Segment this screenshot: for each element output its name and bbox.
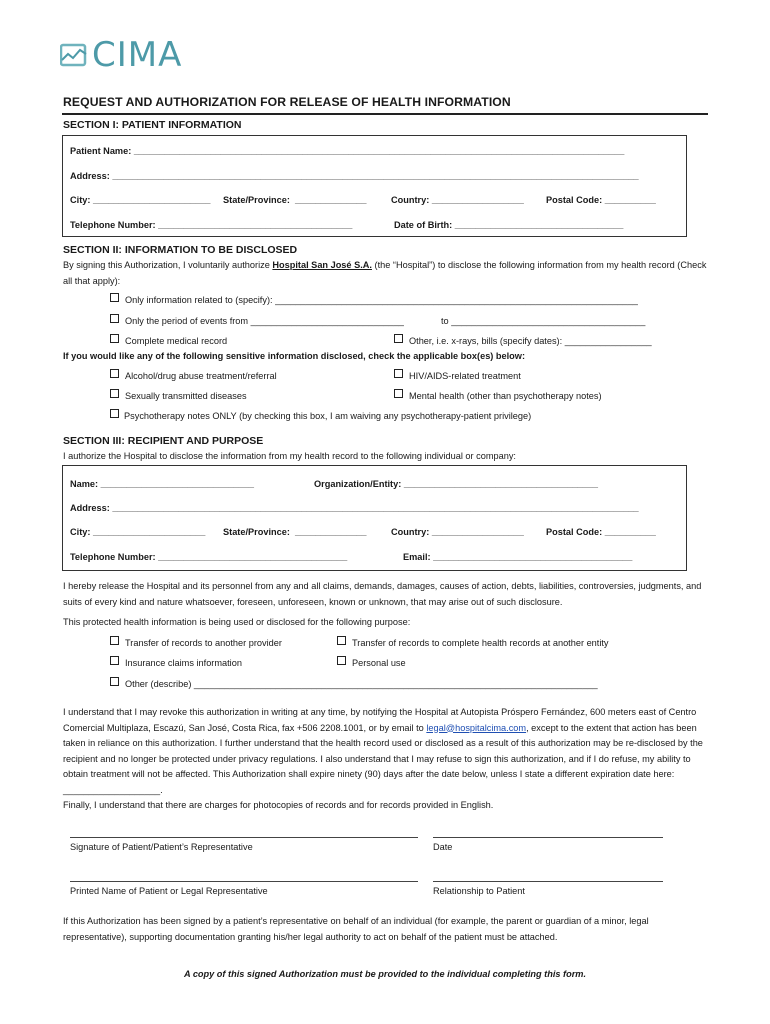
- logo-text: CIMA: [92, 35, 183, 75]
- section-3-heading: SECTION III: RECIPIENT AND PURPOSE: [63, 435, 264, 447]
- option-complete-record: Complete medical record: [125, 336, 228, 346]
- option-insurance: Insurance claims information: [125, 658, 242, 668]
- date-label: Date: [433, 842, 453, 852]
- recipient-address-field[interactable]: Address: _______________________________________________________________________________________________________: [70, 503, 639, 513]
- checkbox-complete-record[interactable]: [110, 334, 119, 343]
- checkbox-period[interactable]: [110, 314, 119, 323]
- revocation-statement: I understand that I may revoke this authorization in writing at any time, by notifying the Hospital at Autopista Próspero Fernández, 600 meters east of Centro Comercial Multiplaza, Escazú, San José, Costa Rica, fax +506 2208.1001, or by email to legal@hospitalcima.com, except to the extent that action has been taken in reliance on this authorization. I further understand that the health record used or disclosed as a result of this authorization may be re-disclosed by the recipient and no longer be protected under privacy regulations. I also understand that I may refuse to sign this authorization, and if I do refuse, my ability to obtain treatment will not be affected. This Authorization shall expire ninety (90) days after the date below, unless I state a different expiration date here: ___________________.: [63, 707, 703, 795]
- signature-line[interactable]: [70, 837, 418, 838]
- patient-city-field[interactable]: City: _______________________: [70, 195, 211, 205]
- patient-telephone-field[interactable]: Telephone Number: ______________________________________: [70, 220, 353, 230]
- representative-note: If this Authorization has been signed by a patient’s representative on behalf of an individual (for example, the parent or guardian of a minor, legal representative), supporting documentation granting his/her legal authority to act on behalf of the patient must be attached.: [63, 916, 649, 942]
- recipient-email-field[interactable]: Email: _______________________________________: [403, 552, 633, 562]
- release-statement: I hereby release the Hospital and its personnel from any and all claims, demands, damages, causes of action, debts, liabilities, controversies, judgments, and suits of every kind and nature whatsoever, foreseen, unforeseen, known or unknown, that may arise out of such disclosure.: [63, 581, 702, 607]
- recipient-state-field[interactable]: State/Province: ______________: [223, 527, 367, 537]
- signature-label: Signature of Patient/Patient’s Representative: [70, 842, 253, 852]
- option-psychotherapy: Psychotherapy notes ONLY (by checking this box, I am waiving any psychotherapy-patient privilege): [124, 411, 532, 421]
- document-title: REQUEST AND AUTHORIZATION FOR RELEASE OF HEALTH INFORMATION: [63, 95, 511, 109]
- recipient-city-field[interactable]: City: ______________________: [70, 527, 206, 537]
- section-2-intro: By signing this Authorization, I voluntarily authorize Hospital San José S.A. (the “Hospital”) to disclose the following information from my health record (Check all that apply):: [63, 260, 707, 286]
- checkbox-transfer-provider[interactable]: [110, 636, 119, 645]
- patient-country-field[interactable]: Country: __________________: [391, 195, 524, 205]
- cima-logo: [60, 35, 183, 75]
- footer-note: A copy of this signed Authorization must be provided to the individual completing this form.: [183, 969, 587, 979]
- recipient-country-field[interactable]: Country: __________________: [391, 527, 524, 537]
- checkbox-insurance[interactable]: [110, 656, 119, 665]
- option-hiv: HIV/AIDS-related treatment: [409, 371, 521, 381]
- option-period: Only the period of events from ______________________________: [125, 316, 404, 326]
- checkbox-other-records[interactable]: [394, 334, 403, 343]
- patient-dob-field[interactable]: Date of Birth: _________________________________: [394, 220, 624, 230]
- date-line[interactable]: [433, 837, 663, 838]
- checkbox-psychotherapy[interactable]: [110, 409, 119, 418]
- logo-mark-icon: [60, 42, 88, 68]
- option-alcohol: Alcohol/drug abuse treatment/referral: [125, 371, 277, 381]
- section-3-intro: I authorize the Hospital to disclose the information from my health record to the following individual or company:: [63, 451, 516, 461]
- recipient-name-field[interactable]: Name: ______________________________: [70, 479, 254, 489]
- printed-name-line[interactable]: [70, 881, 418, 882]
- recipient-postal-field[interactable]: Postal Code: __________: [546, 527, 656, 537]
- option-personal-use: Personal use: [352, 658, 406, 668]
- option-transfer-provider: Transfer of records to another provider: [125, 638, 282, 648]
- option-specify: Only information related to (specify): _______________________________________________________________________: [125, 295, 638, 305]
- option-std: Sexually transmitted diseases: [125, 391, 247, 401]
- sensitive-info-instruction: If you would like any of the following sensitive information disclosed, check the applicable box(es) below:: [63, 351, 526, 361]
- option-period-to: to ______________________________________: [441, 316, 646, 326]
- checkbox-mental-health[interactable]: [394, 389, 403, 398]
- relationship-label: Relationship to Patient: [433, 886, 525, 896]
- checkbox-other-purpose[interactable]: [110, 677, 119, 686]
- patient-address-field[interactable]: Address: _______________________________________________________________________________________________________: [70, 171, 639, 181]
- section-2-heading: SECTION II: INFORMATION TO BE DISCLOSED: [63, 244, 298, 256]
- checkbox-hiv[interactable]: [394, 369, 403, 378]
- checkbox-personal-use[interactable]: [337, 656, 346, 665]
- option-transfer-complete: Transfer of records to complete health records at another entity: [352, 638, 609, 648]
- patient-name-field[interactable]: Patient Name: ________________________________________________________________________________________________: [70, 146, 625, 156]
- patient-postal-field[interactable]: Postal Code: __________: [546, 195, 656, 205]
- option-other-records: Other, i.e. x-rays, bills (specify dates): _________________: [409, 336, 652, 346]
- legal-email-link[interactable]: legal@hospitalcima.com: [426, 722, 527, 733]
- recipient-organization-field[interactable]: Organization/Entity: ______________________________________: [314, 479, 599, 489]
- option-mental-health: Mental health (other than psychotherapy notes): [409, 391, 602, 401]
- checkbox-specify[interactable]: [110, 293, 119, 302]
- printed-name-label: Printed Name of Patient or Legal Representative: [70, 886, 268, 896]
- relationship-line[interactable]: [433, 881, 663, 882]
- checkbox-std[interactable]: [110, 389, 119, 398]
- title-divider: [62, 113, 708, 115]
- recipient-telephone-field[interactable]: Telephone Number: _____________________________________: [70, 552, 348, 562]
- section-1-heading: SECTION I: PATIENT INFORMATION: [63, 119, 242, 131]
- purpose-intro: This protected health information is being used or disclosed for the following purpose:: [63, 617, 411, 627]
- patient-state-field[interactable]: State/Province: ______________: [223, 195, 367, 205]
- option-other-purpose: Other (describe) _______________________________________________________________________________: [125, 679, 598, 689]
- hospital-name: Hospital San José S.A.: [272, 260, 372, 270]
- charges-statement: Finally, I understand that there are charges for photocopies of records and for records provided in English.: [63, 800, 494, 810]
- checkbox-alcohol[interactable]: [110, 369, 119, 378]
- checkbox-transfer-complete[interactable]: [337, 636, 346, 645]
